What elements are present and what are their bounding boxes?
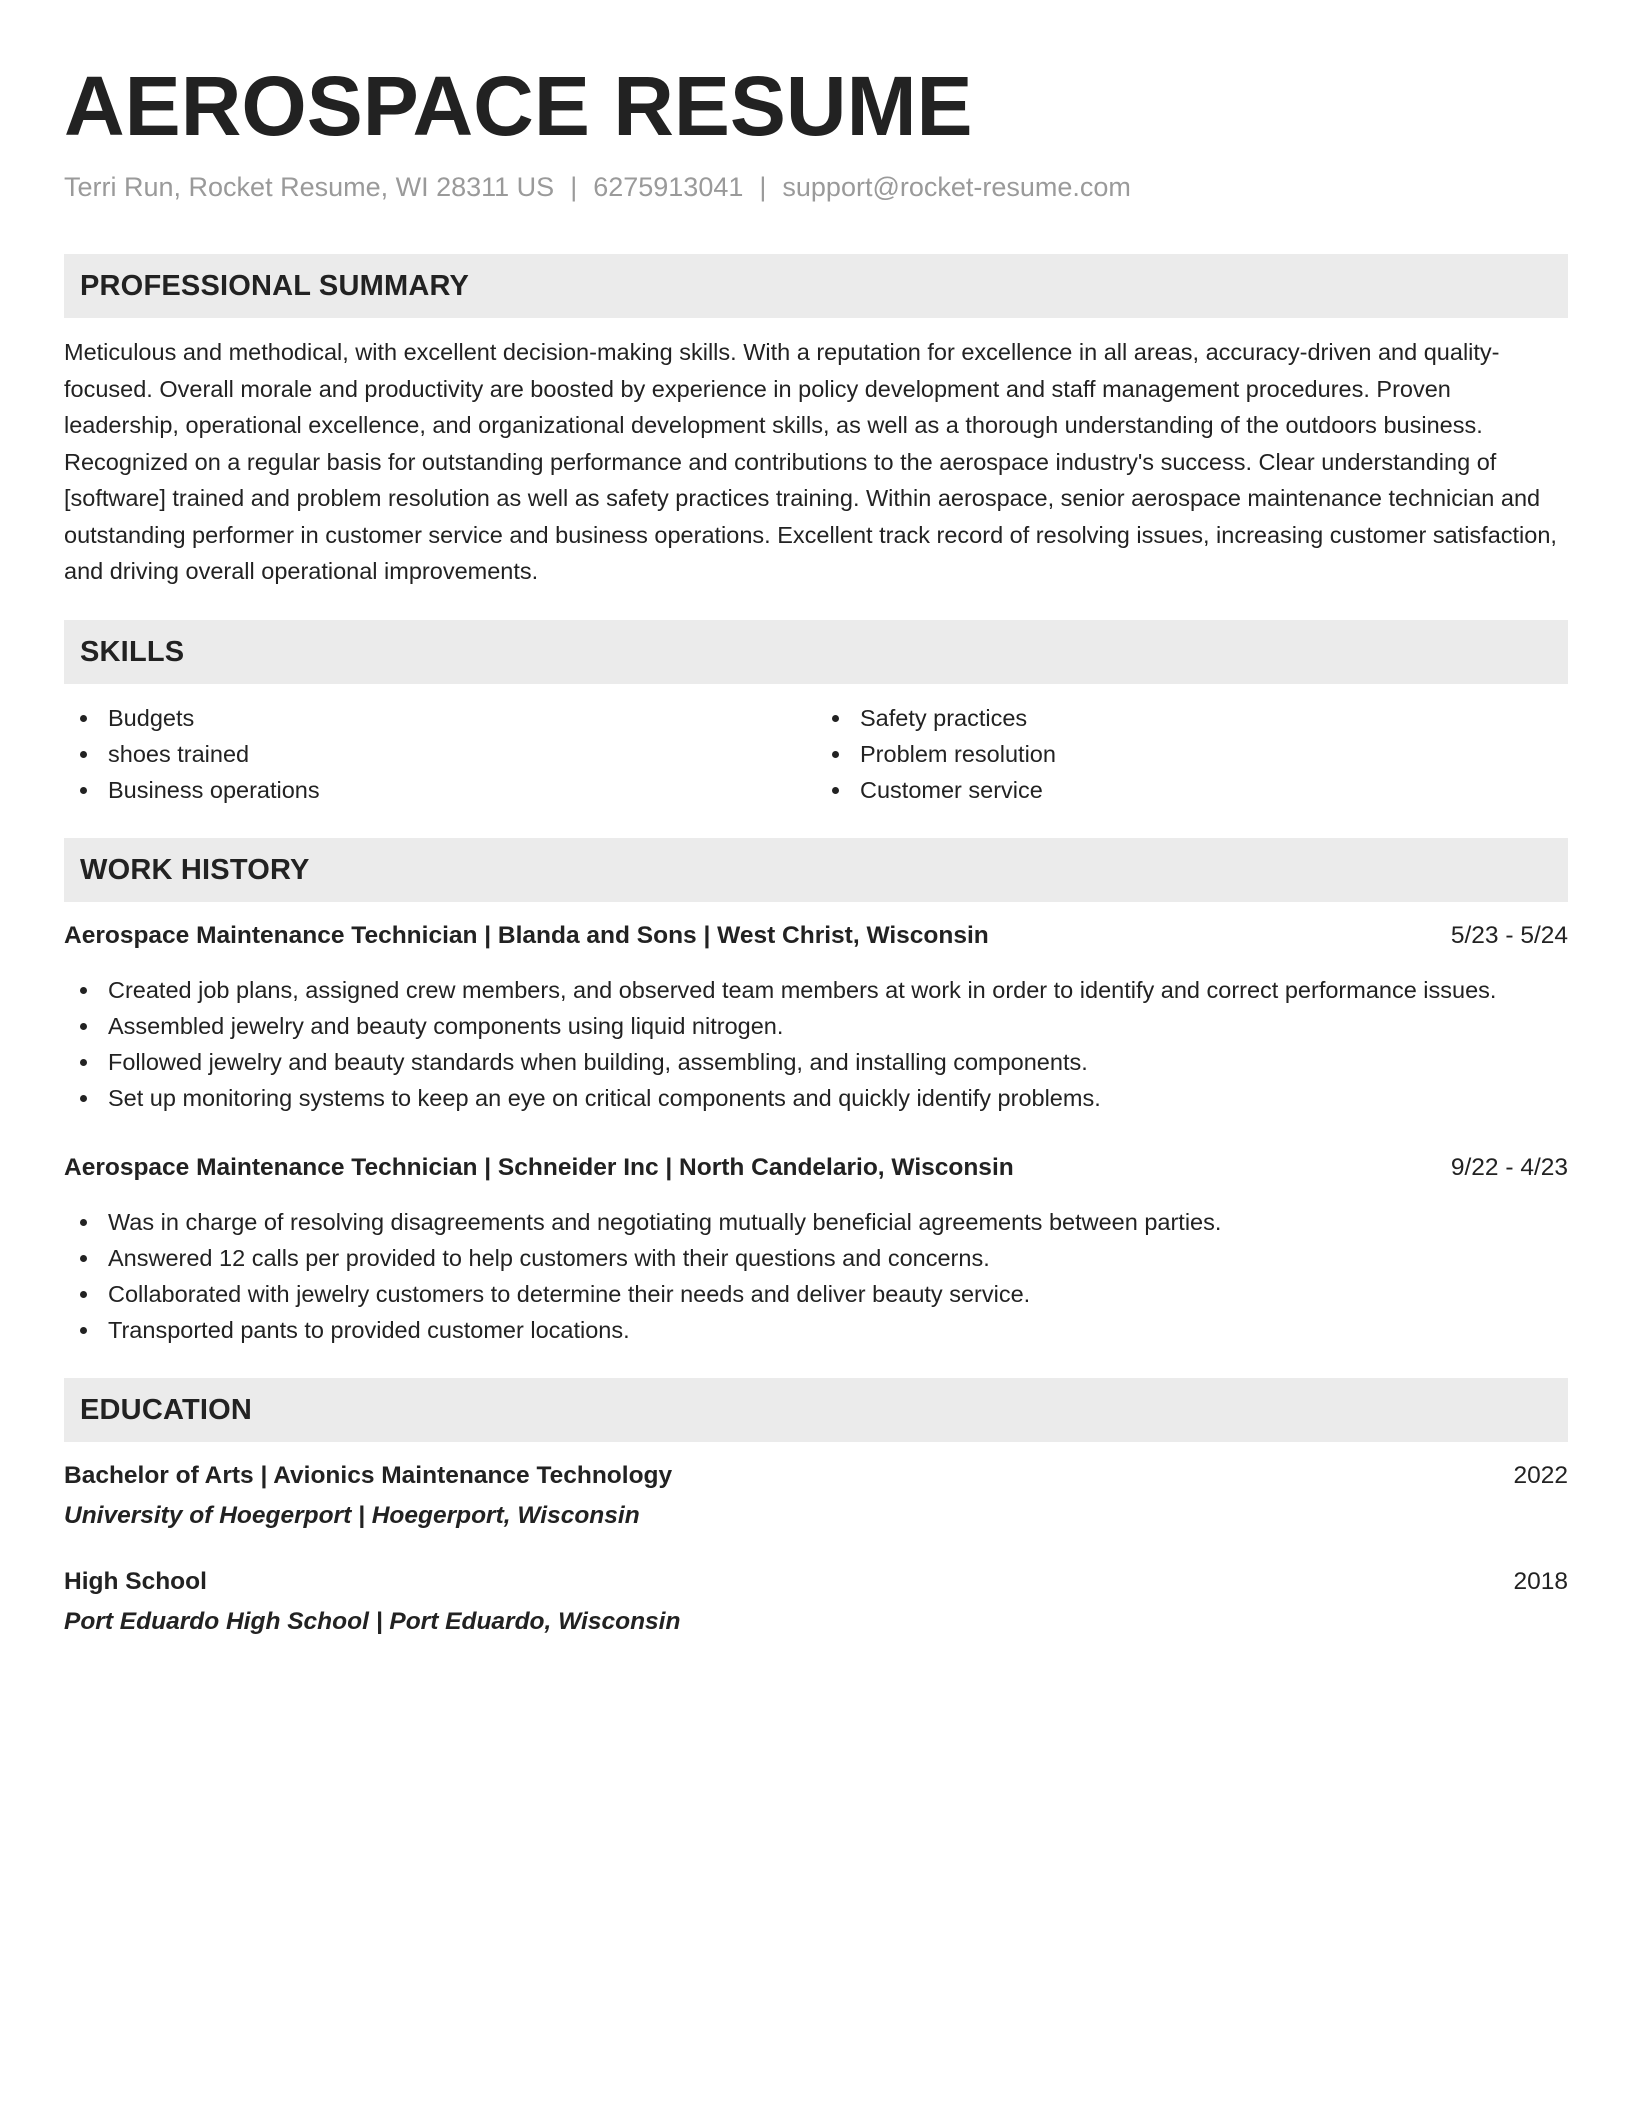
education-year: 2018 [1513,1567,1568,1595]
job-bullet: Assembled jewelry and beauty components using liquid nitrogen. [64,1008,1568,1044]
section-header-education: EDUCATION [64,1378,1568,1442]
job-bullets [64,1204,1568,1348]
job-bullet: Was in charge of resolving disagreements and negotiating mutually beneficial agreements between parties. [64,1204,1568,1240]
education-school: University of Hoegerport | Hoegerport, Wisconsin [64,1501,640,1529]
section-header-skills: SKILLS [64,620,1568,684]
job-title: Aerospace Maintenance Technician | Blanda and Sons | West Christ, Wisconsin [64,921,989,949]
skill-item: Safety practices [816,700,1568,736]
job-bullet: Collaborated with jewelry customers to determine their needs and deliver beauty service. [64,1276,1568,1312]
education-entry [64,1458,1568,1534]
job-bullets [64,972,1568,1116]
contact-address: Terri Run, Rocket Resume, WI 28311 US [64,172,555,202]
job-bullet: Followed jewelry and beauty standards when building, assembling, and installing components. [64,1044,1568,1080]
job-bullet: Transported pants to provided customer locations. [64,1312,1568,1348]
job-entry [64,1150,1568,1348]
education-header [64,1564,1568,1600]
job-bullet: Created job plans, assigned crew members, and observed team members at work in order to identify and correct performance issues. [64,972,1568,1008]
contact-phone: 6275913041 [593,172,744,202]
education-entry [64,1564,1568,1640]
section-header-summary: PROFESSIONAL SUMMARY [64,254,1568,318]
job-entry [64,918,1568,1116]
education-degree: High School [64,1567,207,1595]
skill-item: shoes trained [64,736,816,772]
contact-separator: | [759,172,767,202]
skill-item: Problem resolution [816,736,1568,772]
skill-item: Budgets [64,700,816,736]
education-year: 2022 [1513,1461,1568,1489]
contact-email: support@rocket-resume.com [782,172,1131,202]
job-bullet: Set up monitoring systems to keep an eye on critical components and quickly identify problems. [64,1080,1568,1116]
skills-column-left [64,700,816,808]
job-dates: 9/22 - 4/23 [1450,1153,1568,1181]
skills-list [64,700,1568,808]
skills-column-right [816,700,1568,808]
resume-title: AEROSPACE RESUME [64,59,973,153]
education-header [64,1458,1568,1494]
contact-separator: | [570,172,578,202]
job-bullet: Answered 12 calls per provided to help customers with their questions and concerns. [64,1240,1568,1276]
education-school: Port Eduardo High School | Port Eduardo, Wisconsin [64,1607,681,1635]
job-header [64,1150,1568,1186]
job-title: Aerospace Maintenance Technician | Schneider Inc | North Candelario, Wisconsin [64,1153,1014,1181]
job-dates: 5/23 - 5/24 [1450,921,1568,949]
contact-line [64,170,1568,204]
summary-paragraph: Meticulous and methodical, with excellent decision-making skills. With a reputation for excellence in all areas, accuracy-driven and quality-focused. Overall morale and productivity are boosted by experience in policy development and staff management procedures. Proven leadership, operational excellence, and organizational development skills, as well as a thorough understanding of the outdoors business. Recognized on a regular basis for outstanding performance and contributions to the aerospace industry's success. Clear understanding of [software] trained and problem resolution as well as safety practices training. Within aerospace, senior aerospace maintenance technician and outstanding performer in customer service and business operations. Excellent track record of resolving issues, increasing customer satisfaction, and driving overall operational improvements. [64,339,1557,584]
skill-item: Customer service [816,772,1568,808]
education-degree: Bachelor of Arts | Avionics Maintenance Technology [64,1461,673,1489]
skill-item: Business operations [64,772,816,808]
section-header-work-history: WORK HISTORY [64,838,1568,902]
job-header [64,918,1568,954]
